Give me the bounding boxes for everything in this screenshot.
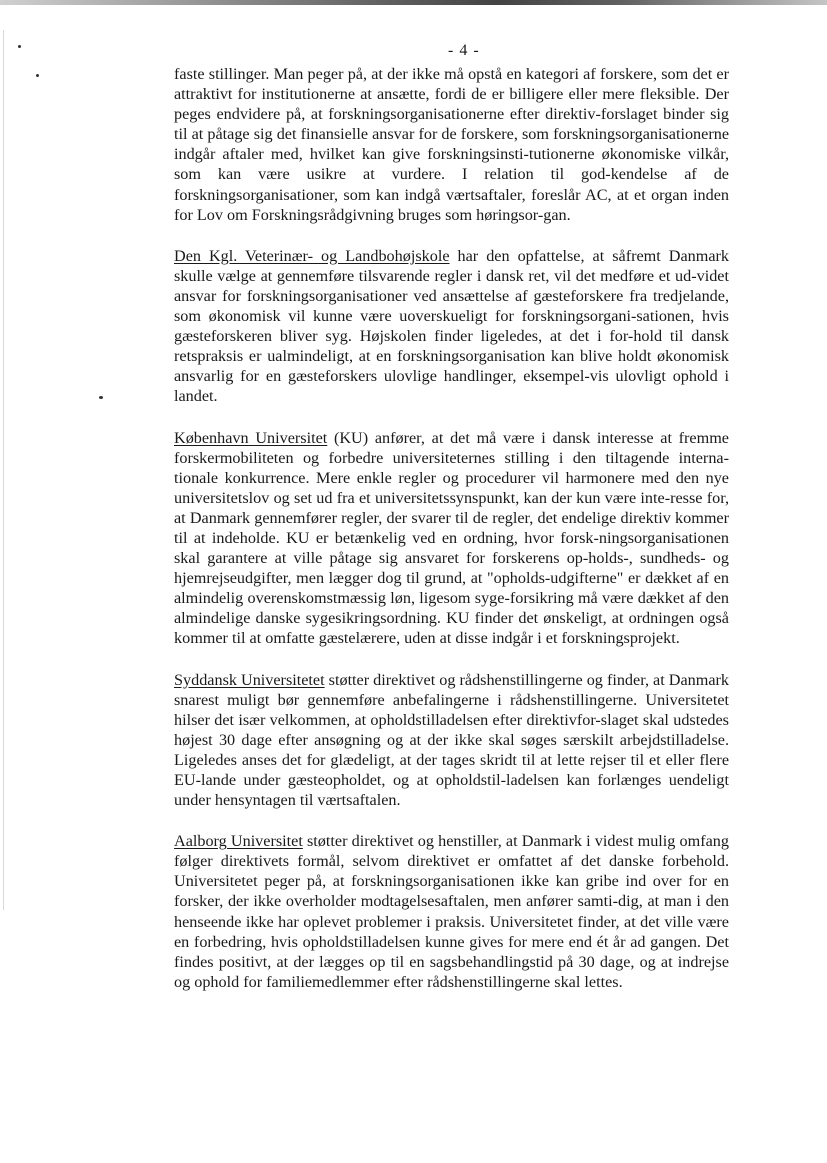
scan-speck [99,396,103,399]
page-number: - 4 - [448,42,480,59]
organization-name: København Universitet [174,428,328,447]
scan-top-edge [0,0,827,5]
paragraph-ku [174,428,729,649]
paragraph-sdu [174,670,729,811]
paragraph-text: støtter direktivet og rådshenstillingerne og finder, at Danmark snarest muligt bør gennemføre anbefalingerne i rådshenstillingerne. Universitetet hilser det især velkommen, at opholdstilladelsen efter direktivfor-slaget skal udstedes højest 30 dage efter ansøgning og at der ikke skal søges særskilt arbejdstilladelse. Ligeledes anses det for glædeligt, at der tages skridt til at lette rejser til et eller flere EU-lande under gæsteopholdet, og at opholdstil-ladelsen kan forlænges uendeligt under hensyntagen til værtsaftalen. [174,670,729,810]
scan-margin-rule [3,30,4,910]
paragraph-ac-continued [174,64,729,225]
paragraph-text: støtter direktivet og henstiller, at Danmark i videst mulig omfang følger direktivets formål, selvom direktivet er omfattet af det danske forbehold. Universitetet peger på, at forskningsorganisationen ikke kan gribe ind over for en forsker, der ikke overholder modtagelsesaftalen, men anfører samti-dig, at man i den henseende ikke har oplevet problemer i praksis. Universitetet finder, at det ville være en forbedring, hvis opholdstilladelsen kunne gives for mere end ét år ad gangen. Det findes positivt, at der lægges op til en sagsbehandlingstid på 30 dage, og at indrejse og ophold for familiemedlemmer efter rådshenstillingerne skal lettes. [174,832,729,991]
scan-speck [36,74,39,77]
document-body [174,64,729,992]
paragraph-text: (KU) anfører, at det må være i dansk interesse at fremme forskermobiliteten og forbedre universiteternes stilling i den tiltagende interna-tionale konkurrence. Mere enkle regler og procedurer vil harmonere med den nye universitetslov og set ud fra et universitetssynspunkt, kan der kun være inte-resse for, at Danmark gennemfører regler, der svarer til de regler, det endelige direktiv kommer til at indeholde. KU er betænkelig ved en ordning, hvor forsk-ningsorganisationen skal garantere at ville påtage sig ansvaret for forskerens op-holds-, sundheds- og hjemrejseudgifter, men lægger dog til grund, at "opholds-udgifterne" er dækket af en almindelig overenskomstmæssig løn, ligesom syge-forsikring må være dækket af den almindelige danske sygesikringsordning. KU finder det ønskeligt, at ordningen også kommer til at omfatte gæstelærere, uden at disse indgår i et forskningsprojekt. [174,428,729,648]
paragraph-aau [174,831,729,992]
organization-name: Aalborg Universitet [174,832,303,851]
paragraph-text: har den opfattelse, at såfremt Danmark skulle vælge at gennemføre tilsvarende regler i dansk ret, vil det medføre et ud-videt ansvar for forskningsorganisationer ved ansættelse af gæsteforskere fra tredjelande, som økonomisk vil kunne være uoverskueligt for forskningsorgani-sationen, hvis gæsteforskeren bliver syg. Højskolen finder ligeledes, at det i for-hold til dansk retspraksis er ualmindeligt, at en forskningsorganisation kan blive holdt økonomisk ansvarlig for en gæsteforskers ulovlige handlinger, eksempel-vis ulovligt ophold i landet. [174,246,729,406]
organization-name: Syddansk Universitetet [174,670,325,689]
scan-speck [18,45,21,48]
organization-name: Den Kgl. Veterinær- og Landbohøjskole [174,246,450,265]
paragraph-kvl [174,246,729,407]
paragraph-text: faste stillinger. Man peger på, at der ikke må opstå en kategori af forskere, som det er attraktivt for institutionerne at ansætte, fordi de er billigere eller mere fleksible. Der peges endvidere på, at forskningsorganisationerne efter direktiv-forslaget binder sig til at påtage sig det finansielle ansvar for de forskere, som forskningsorganisationerne indgår aftaler med, hvilket kan give forskningsinsti-tutionerne økonomiske vilkår, som kan være usikre at vurdere. I relation til god-kendelse af de forskningsorganisationer, som kan indgå værtsaftaler, foreslår AC, at et organ inden for Lov om Forskningsrådgivning bruges som høringsor-gan. [174,65,729,224]
